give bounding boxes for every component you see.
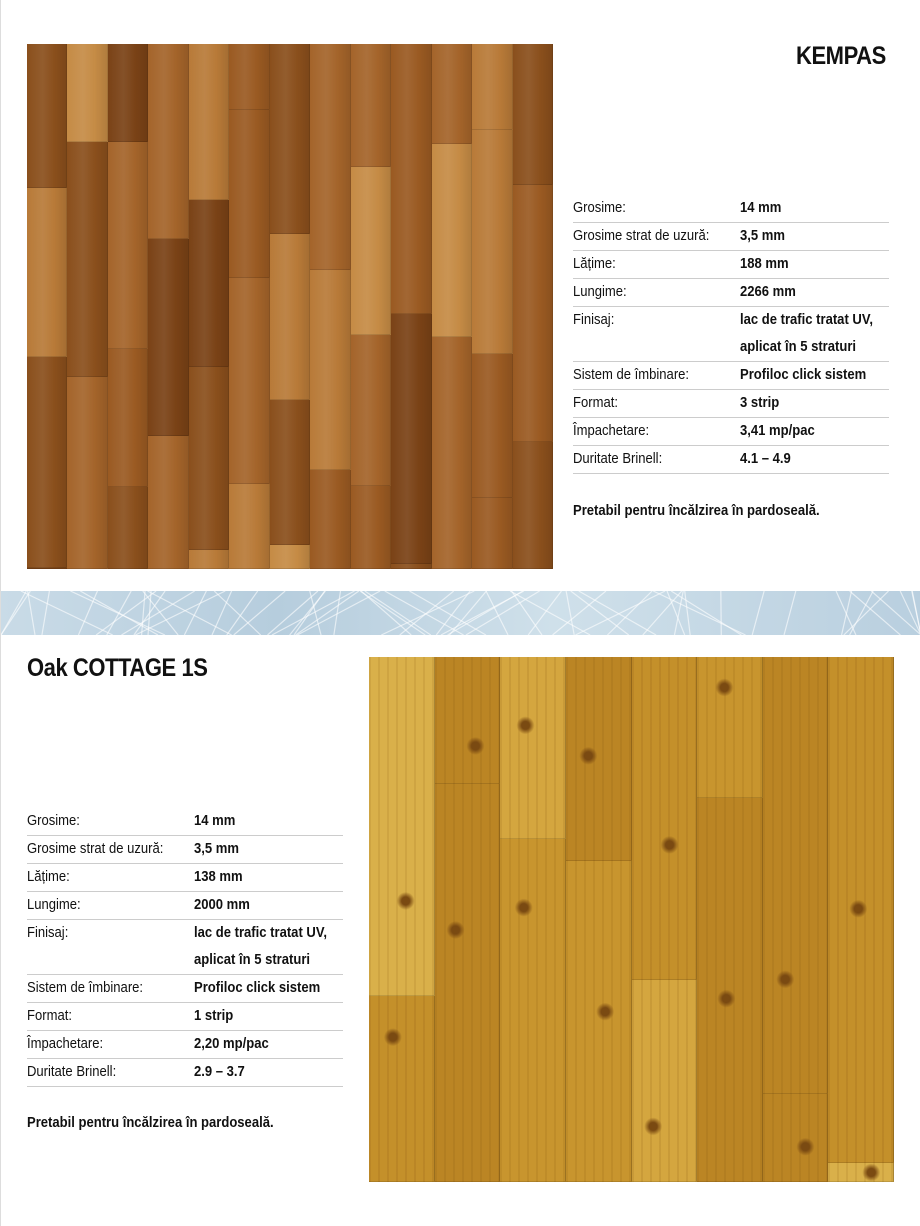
spec-value-line: 3,5 mm [194, 841, 239, 857]
spec-value [194, 915, 328, 974]
wood-plank [27, 44, 67, 188]
wood-plank [148, 436, 188, 569]
wood-plank [270, 44, 310, 234]
wood-plank [828, 1163, 894, 1182]
spec-value-line: 2000 mm [194, 897, 250, 913]
spec-value-line: lac de trafic tratat UV, [194, 925, 327, 941]
spec-row [27, 1059, 343, 1087]
banner-line [78, 591, 97, 635]
spec-label: Finisaj: [27, 925, 69, 941]
spec-label: Duritate Brinell: [27, 1064, 117, 1080]
wood-plank [472, 498, 512, 569]
banner-line [400, 591, 454, 635]
wood-plank [27, 357, 67, 568]
kempas-heating-note: Pretabil pentru încălzirea în pardoseală. [573, 503, 820, 519]
wood-plank [391, 44, 431, 314]
wood-plank [189, 44, 229, 200]
spec-row [573, 446, 889, 474]
spec-label: Duritate Brinell: [573, 451, 663, 467]
banner-line [466, 591, 540, 635]
banner-pattern [1, 591, 920, 635]
banner-line [566, 591, 574, 635]
wood-plank [632, 657, 698, 980]
banner-line [42, 591, 49, 635]
banner-line [360, 591, 425, 635]
spec-value [740, 302, 874, 361]
wood-plank [270, 545, 310, 569]
wood-plank [763, 1094, 829, 1182]
wood-plank [763, 657, 829, 1094]
wood-plank [432, 44, 472, 144]
wood-plank [435, 657, 501, 784]
decorative-banner [1, 591, 920, 635]
wood-plank [108, 142, 148, 350]
spec-value-line: Profiloc click sistem [194, 980, 321, 996]
oak-cottage-heating-note: Pretabil pentru încălzirea în pardoseală. [27, 1115, 274, 1131]
spec-label: Sistem de îmbinare: [27, 980, 144, 996]
wood-plank [369, 657, 435, 996]
kempas-specs-table [573, 195, 889, 474]
wood-plank [229, 484, 269, 569]
wood-plank [229, 110, 269, 278]
banner-line [142, 591, 145, 635]
banner-line [448, 591, 523, 635]
banner-line [653, 591, 745, 635]
spec-value [740, 441, 874, 473]
wood-plank [432, 337, 472, 569]
spec-label: Grosime: [27, 813, 80, 829]
oak-cottage-floor-image [369, 657, 894, 1182]
spec-label: Grosime strat de uzură: [573, 228, 710, 244]
wood-plank [351, 167, 391, 335]
wood-plank [270, 234, 310, 400]
wood-plank [566, 861, 632, 1182]
spec-value-line: aplicat în 5 straturi [194, 952, 311, 968]
banner-line [850, 591, 901, 635]
banner-line [121, 591, 194, 635]
wood-plank [435, 784, 501, 1182]
wood-plank [472, 354, 512, 498]
wood-plank [369, 996, 435, 1182]
spec-label: Lățime: [27, 869, 70, 885]
spec-value-line: 1 strip [194, 1008, 234, 1024]
product-title-kempas: KEMPAS [796, 42, 886, 70]
wood-plank [229, 44, 269, 110]
spec-label: Lungime: [573, 284, 627, 300]
wood-plank [189, 200, 229, 367]
banner-line [272, 591, 355, 635]
spec-label: Format: [27, 1008, 72, 1024]
spec-label: Împachetare: [27, 1036, 104, 1052]
spec-value-line: 2,20 mp/pac [194, 1036, 269, 1052]
wood-plank [108, 44, 148, 142]
spec-value-line: 138 mm [194, 869, 243, 885]
wood-plank [67, 377, 107, 569]
spec-row [27, 920, 343, 975]
wood-plank [310, 470, 350, 569]
wood-plank [513, 185, 553, 442]
banner-line [512, 591, 542, 635]
spec-value-line: 2.9 – 3.7 [194, 1064, 245, 1080]
wood-plank [500, 839, 566, 1182]
wood-plank [310, 270, 350, 470]
wood-plank [391, 314, 431, 564]
wood-plank [632, 980, 698, 1182]
wood-plank [67, 142, 107, 377]
banner-line [685, 591, 690, 635]
wood-plank [27, 188, 67, 357]
wood-plank [148, 44, 188, 239]
wood-plank [148, 239, 188, 436]
spec-value-line: 2266 mm [740, 284, 796, 300]
oak-cottage-specs-table [27, 808, 343, 1087]
banner-line [510, 591, 590, 635]
banner-line [449, 591, 486, 635]
spec-value [194, 1054, 328, 1086]
spec-value-line: 188 mm [740, 256, 789, 272]
spec-value-line: 3,41 mp/pac [740, 423, 815, 439]
banner-line [784, 591, 796, 635]
banner-line [752, 591, 764, 635]
banner-line [234, 591, 285, 635]
wood-plank [351, 486, 391, 569]
wood-plank [566, 657, 632, 861]
wood-plank [310, 44, 350, 270]
banner-line [184, 591, 206, 635]
wood-plank [472, 44, 512, 130]
wood-plank [108, 487, 148, 569]
spec-value-line: lac de trafic tratat UV, [740, 312, 873, 328]
spec-value-line: 14 mm [740, 200, 782, 216]
spec-label: Lățime: [573, 256, 616, 272]
banner-line [579, 591, 656, 635]
wood-plank [108, 349, 148, 487]
wood-plank [351, 44, 391, 167]
wood-plank [513, 442, 553, 569]
wood-plank [189, 367, 229, 550]
spec-label: Lungime: [27, 897, 81, 913]
wood-plank [697, 798, 763, 1182]
kempas-floor-image [27, 44, 553, 569]
banner-line [1, 591, 30, 635]
wood-plank [432, 144, 472, 337]
wood-plank [513, 44, 553, 185]
spec-value-line: 3 strip [740, 395, 780, 411]
banner-line [528, 591, 561, 635]
spec-row [573, 307, 889, 362]
spec-label: Grosime strat de uzură: [27, 841, 164, 857]
wood-plank [189, 550, 229, 569]
spec-label: Finisaj: [573, 312, 615, 328]
spec-value-line: 4.1 – 4.9 [740, 451, 791, 467]
spec-value-line: Profiloc click sistem [740, 367, 867, 383]
wood-plank [67, 44, 107, 142]
banner-line [850, 591, 874, 635]
banner-line [296, 591, 359, 635]
wood-plank [270, 400, 310, 544]
banner-line [486, 591, 508, 635]
spec-label: Format: [573, 395, 618, 411]
spec-label: Grosime: [573, 200, 626, 216]
wood-plank [27, 568, 67, 569]
spec-value-line: 3,5 mm [740, 228, 785, 244]
banner-line [381, 591, 474, 635]
wood-plank [391, 564, 431, 569]
spec-label: Împachetare: [573, 423, 650, 439]
banner-line [21, 591, 113, 635]
wood-plank [351, 335, 391, 486]
spec-value-line: 14 mm [194, 813, 236, 829]
wood-plank [828, 657, 894, 1163]
wood-plank [500, 657, 566, 839]
product-title-oak-cottage: Oak COTTAGE 1S [27, 654, 208, 682]
wood-plank [229, 278, 269, 483]
spec-value-line: aplicat în 5 straturi [740, 339, 857, 355]
wood-plank [472, 130, 512, 354]
wood-plank [697, 657, 763, 798]
spec-label: Sistem de îmbinare: [573, 367, 690, 383]
